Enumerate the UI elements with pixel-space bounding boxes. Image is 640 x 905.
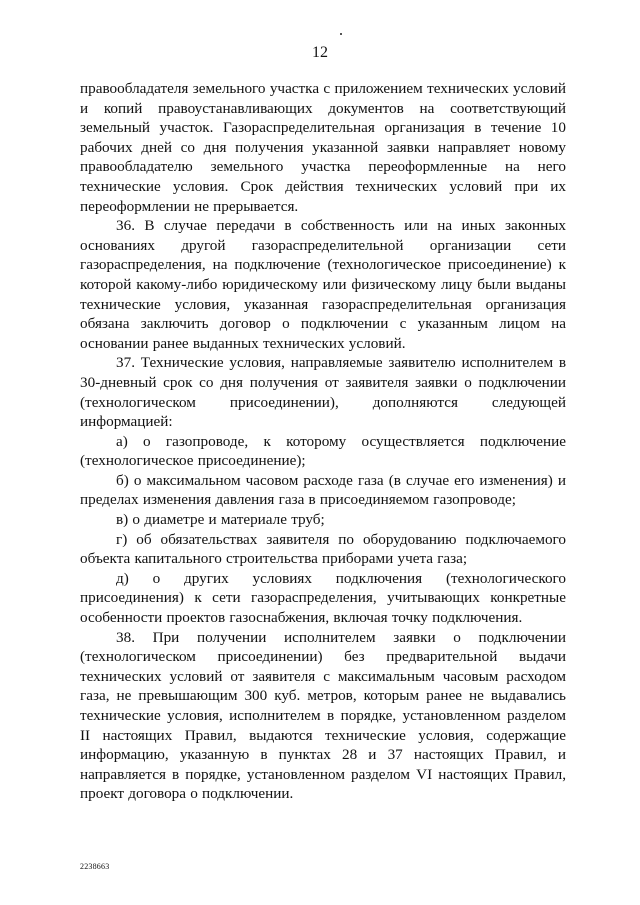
document-id: 2238663 (80, 862, 110, 871)
list-item-d: д) о других условиях подключения (технологического присоединения) к сети газораспределения, учитывающих конкретные особенности проектов газоснабжения, включая точку подключения. (80, 569, 566, 627)
scan-dot (340, 33, 342, 35)
paragraph-36: 36. В случае передачи в собственность или на иных законных основаниях другой газораспределительной организации сети газораспределения, на подключение (технологическое присоединение) к которой какому-либо юридическому или физическому лицу были выданы технические условия, указанная газораспределительная организация обязана заключить договор о подключении с указанным лицом на основании ранее выданных технических условий. (80, 217, 566, 352)
document-body (80, 79, 566, 804)
list-item-g: г) об обязательствах заявителя по оборудованию подключаемого объекта капитального строительства приборами учета газа; (80, 530, 566, 568)
list-item-v: в) о диаметре и материале труб; (116, 511, 325, 529)
paragraph-continuation: правообладателя земельного участка с приложением технических условий и копий правоустанавливающих документов на соответствующий земельный участок. Газораспределительная организация в течение 10 рабочих дней со дня получения указанной заявки направляет новому правообладателю земельного участка переоформленные на него технические условия. Срок действия технических условий при их переоформлении не прерывается. (80, 80, 566, 215)
list-item-b: б) о максимальном часовом расходе газа (в случае его изменения) и пределах изменения давления газа в присоединяемом газопроводе; (80, 471, 566, 509)
list-item-a: а) о газопроводе, к которому осуществляется подключение (технологическое присоединение); (80, 432, 566, 470)
paragraph-37: 37. Технические условия, направляемые заявителю исполнителем в 30-дневный срок со дня получения от заявителя заявки о подключении (технологическом присоединении), дополняются следующей информацией: (80, 354, 566, 431)
page-number: 12 (312, 44, 328, 61)
paragraph-38: 38. При получении исполнителем заявки о подключении (технологическом присоединении) без предварительной выдачи технических условий от заявителя с максимальным часовым расходом газа, не превышающим 300 куб. метров, которым ранее не выдавались технические условия, исполнителем в порядке, установленном разделом II настоящих Правил, выдаются технические условия, содержащие информацию, указанную в пунктах 28 и 37 настоящих Правил, и направляется в порядке, установленном разделом VI настоящих Правил, проект договора о подключении. (80, 628, 566, 803)
